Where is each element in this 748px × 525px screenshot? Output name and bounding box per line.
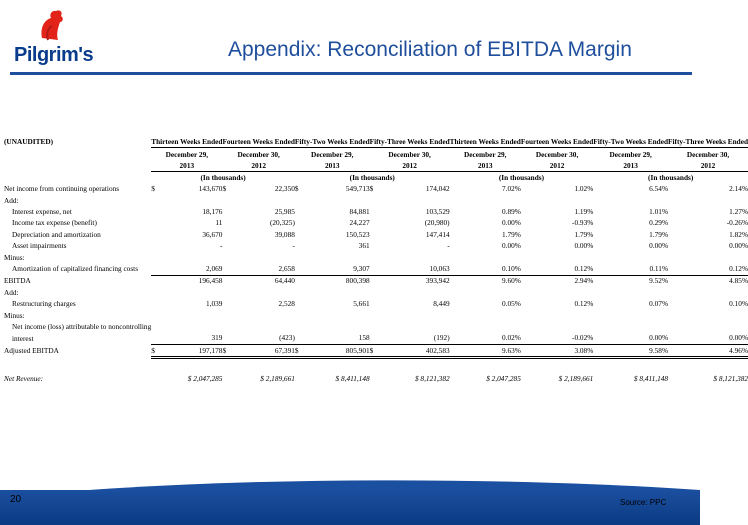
table-row: [4, 298, 748, 309]
source-note: Source: PPC: [620, 498, 667, 507]
table-row: [4, 241, 748, 252]
amount-cell: 18,176: [202, 207, 223, 217]
margin-percent-cell: 9.60%: [502, 276, 521, 286]
currency-sign: [370, 275, 383, 287]
revenue-value: $ 8,411,148: [335, 374, 370, 384]
ebitda-reconciliation-table: [4, 136, 748, 385]
margin-percent-cell: [450, 310, 521, 321]
row-label: interest: [12, 333, 34, 343]
currency-sign: $: [151, 345, 163, 358]
margin-percent-cell: 0.00%: [593, 333, 668, 345]
currency-sign: [222, 252, 234, 263]
currency-sign: $: [295, 345, 307, 358]
table-row: [4, 345, 748, 358]
row-label: Depreciation and amortization: [12, 229, 101, 239]
row-label: Restructuring charges: [12, 299, 76, 309]
table-row: [4, 263, 748, 275]
amount-cell: 2,528: [278, 299, 295, 309]
currency-sign: [295, 218, 307, 229]
currency-sign: [295, 275, 307, 287]
amount-cell: 147,414: [425, 229, 450, 239]
row-label: Net income from continuing operations: [4, 184, 120, 194]
margin-percent-cell: [668, 252, 748, 263]
margin-percent-cell: 0.00%: [668, 333, 748, 345]
margin-percent-cell: [450, 195, 521, 206]
currency-sign: [151, 218, 163, 229]
currency-sign: [295, 206, 307, 217]
date-header: December 29,: [151, 148, 222, 160]
col-header: Fifty-Three Weeks Ended: [668, 137, 748, 147]
revenue-value: $ 8,121,382: [713, 374, 748, 384]
amount-cell: [234, 195, 295, 206]
col-header: Thirteen Weeks Ended: [151, 137, 223, 147]
currency-sign: [370, 206, 383, 217]
margin-percent-cell: 4.96%: [668, 345, 748, 358]
currency-sign: [222, 195, 234, 206]
amount-cell: [307, 252, 369, 263]
row-label: Minus:: [4, 252, 25, 262]
currency-sign: [370, 333, 383, 345]
units-label: (In thousands): [498, 173, 545, 183]
margin-percent-cell: 7.02%: [502, 184, 521, 194]
date-header: December 29,: [593, 148, 668, 160]
row-label: EBITDA: [4, 276, 31, 286]
table-row: [4, 321, 748, 332]
amount-cell: 150,523: [345, 229, 370, 239]
margin-percent-cell: 9.52%: [649, 276, 669, 286]
currency-sign: [151, 195, 163, 206]
currency-sign: $: [222, 184, 227, 194]
currency-sign: [151, 321, 163, 332]
margin-percent-cell: 0.05%: [502, 299, 521, 309]
table-row: [4, 275, 748, 287]
row-label: Minus:: [4, 310, 25, 320]
currency-sign: [151, 241, 163, 252]
currency-sign: [370, 229, 383, 240]
row-label: Amortization of capitalized financing costs: [12, 264, 139, 274]
margin-percent-cell: 9.63%: [450, 345, 521, 358]
amount-cell: (192): [383, 333, 450, 345]
date-header: December 30,: [668, 148, 748, 160]
margin-percent-cell: 2.94%: [574, 276, 594, 286]
header-row-1: [4, 136, 748, 147]
currency-sign: [295, 195, 307, 206]
margin-percent-cell: [450, 321, 521, 332]
currency-sign: [295, 321, 307, 332]
amount-cell: 2,658: [234, 263, 295, 275]
amount-cell: [307, 321, 369, 332]
margin-percent-cell: [668, 195, 748, 206]
currency-sign: [222, 298, 234, 309]
amount-cell: 319: [163, 333, 223, 345]
amount-cell: (423): [234, 333, 295, 345]
amount-cell: [163, 287, 223, 298]
amount-cell: 10,063: [383, 263, 450, 275]
currency-sign: [295, 252, 307, 263]
currency-sign: [222, 218, 234, 229]
currency-sign: [295, 241, 307, 252]
table-row: [4, 310, 748, 321]
amount-cell: [163, 195, 223, 206]
margin-percent-cell: 0.00%: [649, 241, 669, 251]
amount-cell: 8,449: [433, 299, 450, 309]
margin-percent-cell: [450, 252, 521, 263]
title-divider: [10, 72, 692, 75]
row-label: Add:: [4, 287, 19, 297]
unaudited-label: (UNAUDITED): [4, 136, 54, 146]
year-header: 2013: [450, 160, 521, 172]
margin-percent-cell: [521, 195, 593, 206]
year-header: 2013: [593, 160, 668, 172]
currency-sign: $: [151, 184, 155, 194]
amount-cell: (20,325): [269, 218, 295, 228]
currency-sign: $: [370, 345, 383, 358]
net-revenue-label: Net Revenue:: [4, 374, 44, 384]
margin-percent-cell: [593, 287, 668, 298]
margin-percent-cell: 2.14%: [729, 184, 748, 194]
date-header: December 30,: [222, 148, 294, 160]
currency-sign: [151, 263, 163, 275]
amount-cell: 197,178: [163, 345, 223, 358]
amount-cell: [163, 321, 223, 332]
currency-sign: [222, 333, 234, 345]
header-row-3: [4, 160, 748, 172]
date-header: December 30,: [370, 148, 450, 160]
amount-cell: 64,440: [274, 276, 295, 286]
currency-sign: [222, 206, 234, 217]
amount-cell: 174,042: [425, 184, 450, 194]
amount-cell: -: [292, 241, 295, 251]
amount-cell: [234, 252, 295, 263]
currency-sign: [222, 241, 234, 252]
currency-sign: [295, 298, 307, 309]
table-row: [4, 184, 748, 195]
row-label: Asset impairments: [12, 241, 67, 251]
margin-percent-cell: 0.12%: [574, 299, 594, 309]
margin-percent-cell: -0.93%: [572, 218, 594, 228]
currency-sign: [370, 241, 383, 252]
margin-percent-cell: 0.07%: [649, 299, 669, 309]
amount-cell: 1,039: [206, 299, 223, 309]
amount-cell: 2,069: [163, 263, 223, 275]
currency-sign: [151, 275, 163, 287]
amount-cell: 39,088: [274, 229, 295, 239]
page-title: Appendix: Reconciliation of EBITDA Margin: [228, 38, 632, 61]
col-header: Fifty-Three Weeks Ended: [369, 137, 450, 147]
units-label: (In thousands): [349, 173, 395, 183]
margin-percent-cell: 1.01%: [649, 207, 669, 217]
currency-sign: [295, 229, 307, 240]
margin-percent-cell: [521, 321, 593, 332]
year-header: 2013: [151, 160, 222, 172]
margin-percent-cell: [668, 321, 748, 332]
units-label: (In thousands): [648, 173, 694, 183]
margin-percent-cell: 0.11%: [593, 263, 668, 275]
amount-cell: 36,670: [202, 229, 223, 239]
currency-sign: [151, 206, 163, 217]
currency-sign: [151, 298, 163, 309]
currency-sign: [295, 333, 307, 345]
margin-percent-cell: -0.02%: [521, 333, 593, 345]
amount-cell: 11: [215, 218, 223, 228]
amount-cell: (20,980): [424, 218, 450, 228]
revenue-value: $ 2,047,285: [187, 374, 223, 384]
currency-sign: [370, 321, 383, 332]
currency-sign: [222, 287, 234, 298]
amount-cell: [234, 310, 295, 321]
currency-sign: [370, 195, 383, 206]
margin-percent-cell: [668, 287, 748, 298]
margin-percent-cell: 1.79%: [574, 229, 594, 239]
logo-wordmark: Pilgrim's: [14, 44, 94, 66]
currency-sign: [370, 263, 383, 275]
row-label: Interest expense, net: [12, 207, 72, 217]
col-header: Fourteen Weeks Ended: [222, 137, 295, 147]
page-number: 20: [10, 494, 22, 505]
amount-cell: 25,985: [274, 207, 295, 217]
amount-cell: 143,670: [198, 184, 223, 194]
margin-percent-cell: 6.54%: [649, 184, 669, 194]
date-header: December 30,: [521, 148, 593, 160]
amount-cell: 800,398: [345, 276, 370, 286]
table-row: [4, 218, 748, 229]
year-header: 2012: [668, 160, 748, 172]
currency-sign: [295, 310, 307, 321]
margin-percent-cell: 9.58%: [593, 345, 668, 358]
revenue-value: $ 8,411,148: [633, 374, 669, 384]
amount-cell: [307, 195, 369, 206]
margin-percent-cell: [593, 252, 668, 263]
currency-sign: [151, 252, 163, 263]
margin-percent-cell: 1.19%: [574, 207, 594, 217]
margin-percent-cell: 0.12%: [668, 263, 748, 275]
currency-sign: $: [222, 345, 234, 358]
revenue-value: $ 2,189,661: [260, 374, 295, 384]
pilgrims-logo: [14, 8, 94, 68]
margin-percent-cell: 0.29%: [649, 218, 669, 228]
currency-sign: [370, 218, 383, 229]
revenue-value: $ 8,121,382: [414, 374, 450, 384]
revenue-value: $ 2,189,661: [558, 374, 594, 384]
amount-cell: 103,529: [425, 207, 450, 217]
year-header: 2012: [521, 160, 593, 172]
table-row: [4, 195, 748, 206]
margin-percent-cell: 0.10%: [450, 263, 521, 275]
date-header: December 29,: [450, 148, 521, 160]
amount-cell: 158: [307, 333, 369, 345]
row-label: Add:: [4, 195, 19, 205]
year-header: 2012: [222, 160, 294, 172]
margin-percent-cell: 0.12%: [521, 263, 593, 275]
col-header: Thirteen Weeks Ended: [449, 137, 521, 147]
amount-cell: [163, 310, 223, 321]
header-row-2: [4, 148, 748, 160]
currency-sign: [370, 252, 383, 263]
margin-percent-cell: 0.00%: [502, 241, 521, 251]
amount-cell: [383, 321, 450, 332]
table-row: [4, 206, 748, 217]
amount-cell: -: [447, 241, 450, 251]
date-header: December 29,: [295, 148, 370, 160]
row-label: Net income (loss) attributable to noncontrolling: [12, 321, 152, 331]
year-header: 2013: [295, 160, 370, 172]
amount-cell: 393,942: [425, 276, 450, 286]
amount-cell: 402,583: [383, 345, 450, 358]
amount-cell: 196,458: [198, 276, 223, 286]
year-header: 2012: [370, 160, 450, 172]
footer-bar: [0, 490, 700, 525]
margin-percent-cell: 1.79%: [502, 229, 521, 239]
margin-percent-cell: 4.85%: [729, 276, 748, 286]
table-row: [4, 333, 748, 345]
row-label: Income tax expense (benefit): [12, 218, 97, 228]
amount-cell: 24,227: [349, 218, 370, 228]
margin-percent-cell: 3.08%: [521, 345, 593, 358]
amount-cell: 9,307: [307, 263, 369, 275]
margin-percent-cell: 0.00%: [502, 218, 521, 228]
amount-cell: [383, 310, 450, 321]
margin-percent-cell: [593, 310, 668, 321]
amount-cell: [383, 287, 450, 298]
table-row: [4, 252, 748, 263]
amount-cell: 5,661: [353, 299, 370, 309]
currency-sign: [222, 263, 234, 275]
currency-sign: [222, 275, 234, 287]
amount-cell: 84,881: [349, 207, 370, 217]
amount-cell: [234, 287, 295, 298]
margin-percent-cell: [593, 321, 668, 332]
currency-sign: [222, 310, 234, 321]
col-header: Fourteen Weeks Ended: [520, 137, 594, 147]
margin-percent-cell: [450, 287, 521, 298]
amount-cell: [163, 252, 223, 263]
amount-cell: [307, 310, 369, 321]
rooster-icon: [36, 8, 66, 44]
amount-cell: 805,901: [307, 345, 369, 358]
revenue-value: $ 2,047,285: [486, 374, 521, 384]
amount-cell: [383, 195, 450, 206]
margin-percent-cell: 0.10%: [729, 299, 748, 309]
currency-sign: [151, 229, 163, 240]
currency-sign: $: [369, 184, 374, 194]
margin-percent-cell: 0.89%: [502, 207, 521, 217]
col-header: Fifty-Two Weeks Ended: [294, 137, 370, 147]
amount-cell: 549,713: [345, 184, 370, 194]
amount-cell: -: [220, 241, 223, 251]
currency-sign: [222, 229, 234, 240]
table-body: [4, 184, 748, 358]
amount-cell: [307, 287, 369, 298]
net-revenue-row: [4, 373, 748, 384]
amount-cell: 67,391: [234, 345, 295, 358]
margin-percent-cell: 1.27%: [729, 207, 748, 217]
margin-percent-cell: [668, 310, 748, 321]
margin-percent-cell: [521, 310, 593, 321]
margin-percent-cell: [593, 195, 668, 206]
margin-percent-cell: 0.00%: [729, 241, 748, 251]
currency-sign: [222, 321, 234, 332]
margin-percent-cell: [521, 252, 593, 263]
currency-sign: [370, 287, 383, 298]
currency-sign: $: [294, 184, 299, 194]
margin-percent-cell: 1.82%: [729, 229, 748, 239]
margin-percent-cell: 1.02%: [574, 184, 594, 194]
units-row: [4, 172, 748, 184]
col-header: Fifty-Two Weeks Ended: [593, 137, 669, 147]
units-label: (In thousands): [200, 173, 246, 183]
margin-percent-cell: -0.26%: [726, 218, 748, 228]
table-row: [4, 287, 748, 298]
margin-percent-cell: [521, 287, 593, 298]
amount-cell: 22,350: [274, 184, 295, 194]
margin-percent-cell: 0.00%: [574, 241, 594, 251]
table-row: [4, 229, 748, 240]
row-label: Adjusted EBITDA: [4, 346, 59, 356]
amount-cell: 361: [358, 241, 370, 251]
currency-sign: [370, 298, 383, 309]
margin-percent-cell: 1.79%: [649, 229, 669, 239]
currency-sign: [151, 310, 163, 321]
currency-sign: [295, 287, 307, 298]
currency-sign: [295, 263, 307, 275]
currency-sign: [370, 310, 383, 321]
amount-cell: [234, 321, 295, 332]
currency-sign: [151, 287, 163, 298]
margin-percent-cell: 0.02%: [450, 333, 521, 345]
currency-sign: [151, 333, 163, 345]
amount-cell: [383, 252, 450, 263]
